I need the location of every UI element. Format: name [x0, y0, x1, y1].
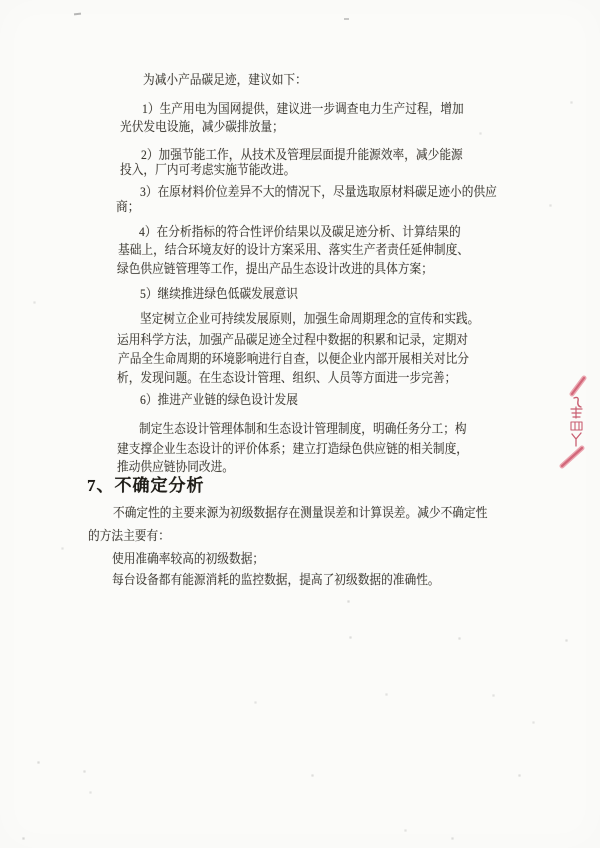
suggestion-5-para-line-1: 坚定树立企业可持续发展原则，加强生命周期理念的宣传和实践。: [140, 311, 480, 326]
suggestion-1-line-2: 光伏发电设施，减少碳排放量；: [120, 119, 284, 134]
uncertainty-para-line-2: 的方法主要有：: [88, 528, 170, 543]
scan-noise-speckles: [0, 0, 1, 1]
suggestion-5-para-line-3: 产品全生命周期的环境影响进行自查，以便企业内部开展相关对比分: [118, 351, 470, 366]
suggestion-3-line-2: 商；: [116, 199, 140, 214]
suggestion-4-line-1: 4）在分析指标的符合性评价结果以及碳足迹分析、计算结果的: [139, 224, 461, 239]
suggestion-6-para-line-1: 制定生态设计管理体制和生态设计管理制度，明确任务分工；构: [139, 421, 467, 436]
suggestion-1-line-1: 1）生产用电为国网提供，建议进一步调查电力生产过程，增加: [142, 101, 464, 116]
intro-line: 为减小产品碳足迹，建议如下：: [143, 72, 307, 87]
uncertainty-para-line-1: 不确定性的主要来源为初级数据存在测量误差和计算误差。减少不确定性: [113, 505, 488, 520]
scan-artifact-mark: [344, 18, 349, 20]
suggestion-6-para-line-3: 推动供应链协同改进。: [117, 459, 235, 474]
suggestion-4-line-2: 基础上，结合环境友好的设计方案采用、落实生产者责任延伸制度、: [118, 242, 470, 257]
suggestion-6-para-line-2: 建支撑企业生态设计的评价体系；建立打造绿色供应链的相关制度，: [117, 441, 469, 456]
suggestion-6-title: 6）推进产业链的绿色设计发展: [140, 392, 298, 407]
suggestion-5-para-line-2: 运用科学方法，加强产品碳足迹全过程中数据的积累和记录，定期对: [117, 332, 469, 347]
suggestion-5-para-line-4: 析，发现问题。在生态设计管理、组织、人员等方面进一步完善；: [117, 370, 457, 385]
suggestion-5-title: 5）继续推进绿色低碳发展意识: [140, 286, 298, 301]
uncertainty-method-2: 每台设备都有能源消耗的监控数据，提高了初级数据的准确性。: [112, 572, 440, 587]
uncertainty-method-1: 使用准确率较高的初级数据；: [112, 551, 265, 566]
section-7-heading: 7、不确定分析: [87, 476, 205, 495]
scan-artifact-mark: [74, 13, 81, 16]
suggestion-2-line-2: 投入，厂内可考虑实施节能改进。: [120, 162, 296, 177]
suggestion-4-line-3: 绿色供应链管理等工作，提出产品生态设计改进的具体方案；: [117, 261, 433, 276]
suggestion-3-line-1: 3）在原材料价位差异不大的情况下，尽量选取原材料碳足迹小的供应: [140, 184, 497, 199]
red-ink-annotation: [548, 370, 592, 474]
suggestion-2-line-1: 2）加强节能工作，从技术及管理层面提升能源效率，减少能源: [141, 147, 463, 162]
